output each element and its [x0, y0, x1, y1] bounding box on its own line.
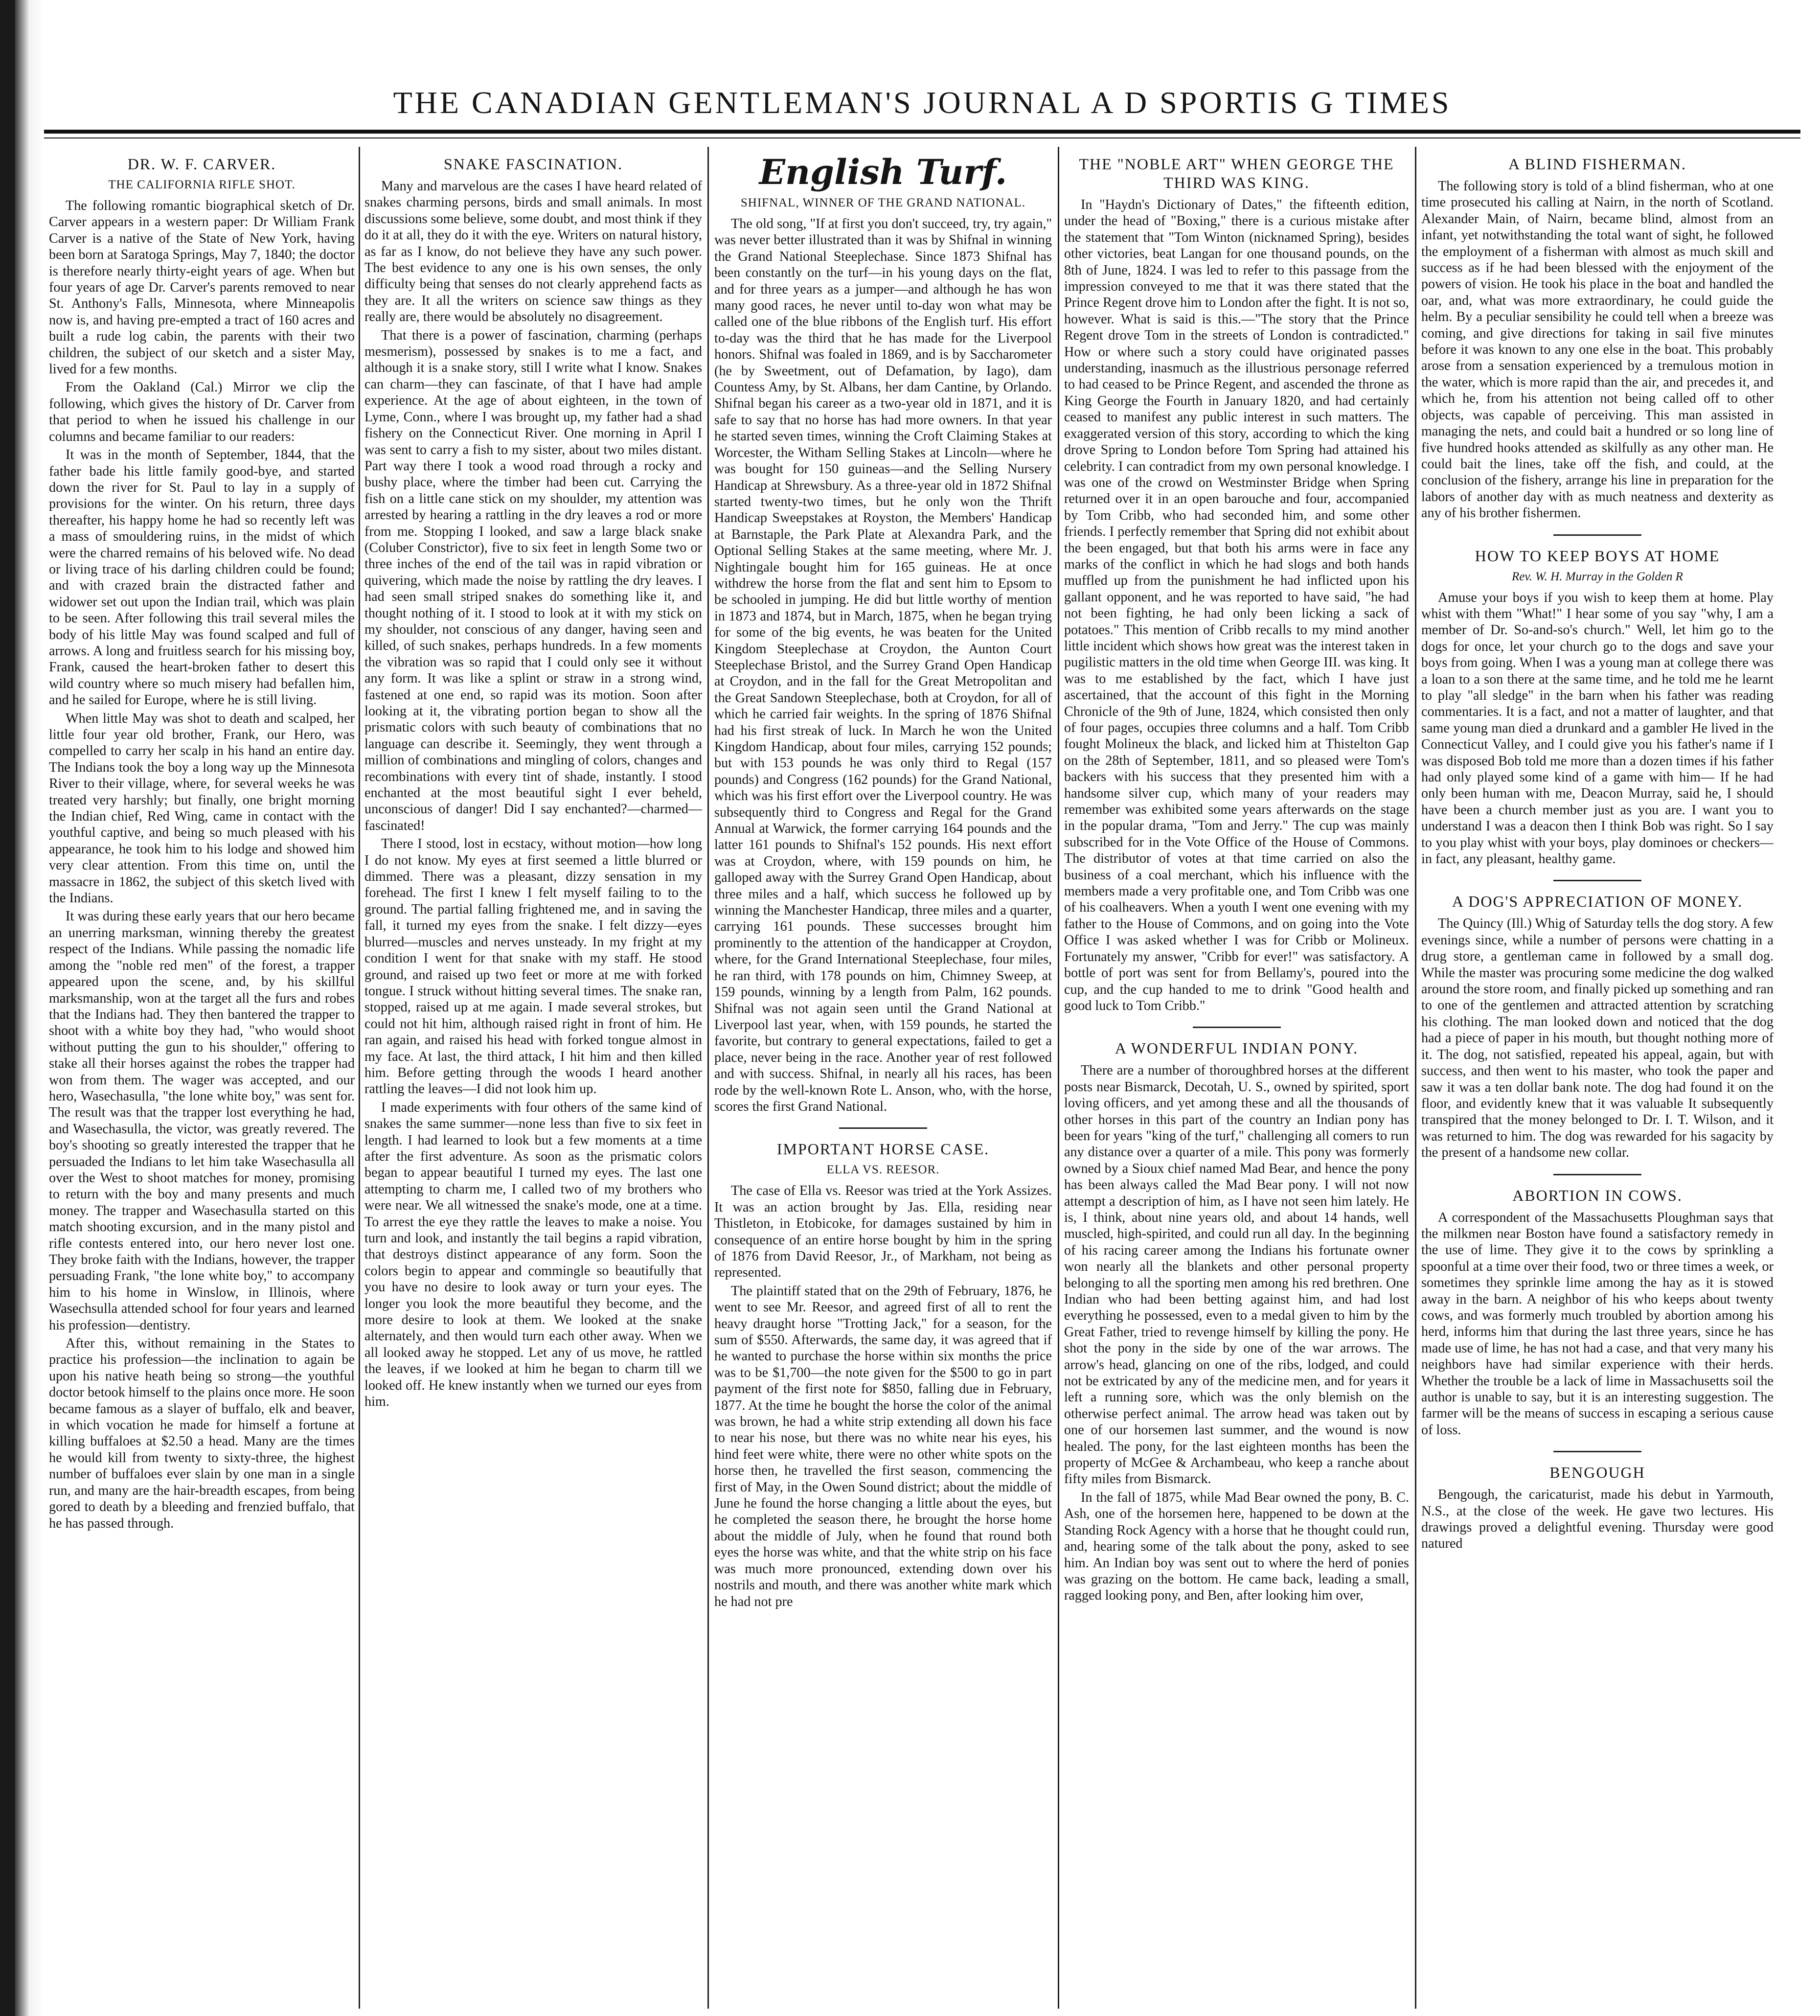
article-divider [1553, 880, 1641, 881]
article-subheading: ELLA VS. REESOR. [826, 1163, 940, 1177]
article-divider [839, 1127, 927, 1129]
masthead-rule-thin [44, 137, 1800, 138]
paragraph: From the Oakland (Cal.) Mirror we clip the following, which gives the history of Dr. Carver from that period to when he issued his challenge in our columns and became familiar to our readers: [49, 380, 355, 444]
paragraph: The Quincy (Ill.) Whig of Saturday tells the dog story. A few evenings since, while a number of persons were chatting in a drug store, a gentleman came in followed by a small dog. While the master was procuring some medicine the dog walked around the store room, and finally picked up something and ran to one of the gentlemen and attracted attention by scratching his clothing. The man looked down and noticed that the dog had a piece of paper in his mouth, but thought nothing more of it. The dog, not satisfied, repeated his appeal, again, but with success, and then went to his master, who took the paper and saw it was a ten dollar bank note. The dog had found it on the floor, and evidently knew that it was valuable It subsequently transpired that the money belonged to Dr. I. T. Wilson, and it was returned to him. The dog was rewarded for his sagacity by the present of a handsome new collar. [1421, 916, 1774, 1161]
masthead-rule [44, 130, 1800, 134]
paragraph: The plaintiff stated that on the 29th of February, 1876, he went to see Mr. Reesor, and agreed first of all to rent the heavy draught horse "Trotting Jack," for a season, for the sum of $550. Afterwards, the same day, it was agreed that if he wanted to purchase the horse within six months the price was to be $1,700—the note given for the $500 to go in part payment of the first note for $850, falling due in February, 1877. At the time he bought the horse the color of the animal was brown, he had a white strip extending all down his face to near his nose, but there was no white near his eyes, his hind feet were white, there were no other white spots on the horse then, he travelled the first season, commencing the first of May, in the Owen Sound district; about the middle of June he found the horse changing a little about the eyes, but he completed the season there, he brought the horse home about the middle of July, when he found that round both eyes the horse was white, and that the white strip on his face was much more pronounced, extending down over his nostrils and mouth, and there was another white mark which he had not pre [714, 1283, 1052, 1609]
page-binding-edge [0, 0, 44, 2016]
paragraph: The old song, "If at first you don't succeed, try, try again," was never better illustrated than it was by Shifnal in winning the Grand National Steeplechase. Since 1873 Shifnal has been constantly on the turf—in his young days on the flat, and for three years as a jumper—and although he has won many good races, he never until to-day won what may be called one of the blue ribbons of the English turf. His effort to-day was the third that he has made for the Liverpool honors. Shifnal was foaled in 1869, and is by Saccharometer (he by Sweetment, out of Defamation, by Iago), dam Countess Amy, by St. Albans, her dam Cantine, by Orlando. Shifnal began his career as a two-year old in 1871, and it is safe to say that no horse has had more owners. In that year he started seven times, winning the Croft Claiming Stakes at Worcester, the Witham Selling Stakes at Lincoln—where he was bought for 150 guineas—and the Selling Nursery Handicap at Shrewsbury. As a three-year old in 1872 Shifnal started twenty-two times, but he only won the Thrift Handicap Sweepstakes at Royston, the Members' Handicap at Barnstaple, the Park Plate at Alexandra Park, and the Optional Selling Stakes at the same meeting, where Mr. J. Nightingale bought him for 165 guineas. He at once withdrew the horse from the flat and sent him to Epsom to be schooled in jumping. He did but little worthy of mention in 1873 and 1874, but in March, 1875, when he began trying for some of the big events, he was beaten for the United Kingdom Steeplechase at Croydon, the Aunton Court Steeplechase Bristol, and the Surrey Grand Open Handicap at Croydon, and in the fall for the Great Metropolitan and the Great Sandown Steeplechase, both at Croydon, for all of which he carried fair weights. In the spring of 1876 Shifnal had his first streak of luck. In March he won the United Kingdom Handicap, about four miles, carrying 152 pounds; but with 153 pounds he was only third to Regal (157 pounds) and Congress (162 pounds) for the Grand National, which was his first effort over the Liverpool country. He was subsequently third to Congress and Regal for the Grand Annual at Warwick, the former carrying 164 pounds and the latter 161 pounds to Shifnal's 152 pounds. His next effort was at Croydon, where, with 159 pounds on him, he galloped away with the Surrey Grand Open Handicap, about three miles and a half, which success he followed up by winning the Manchester Handicap, three miles and a quarter, carrying 161 pounds. These successes brought him prominently to the attention of the handicapper at Croydon, where, for the Grand International Steeplechase, four miles, he ran third, with 178 pounds on him, Chimney Sweep, at 159 pounds, winning by a length from Palm, 162 pounds. Shifnal was not again seen until the Grand National at Liverpool last year, when, with 159 pounds, he started the favorite, but contrary to general expectations, failed to get a place, never being in the race. Another year of rest followed and with success. Shifnal, in nearly all his races, has been rode by the well-known Rote L. Anson, who, with the horse, scores the first Grand National. [714, 216, 1052, 1114]
article-heading: BENGOUGH [1549, 1464, 1645, 1482]
column-4 [1064, 147, 1409, 2009]
paragraph: In the fall of 1875, while Mad Bear owned the pony, B. C. Ash, one of the horsemen here, happened to be down at the Standing Rock Agency with a horse that he thought could run, and, hearing some of the talk about the pony, asked to see him. An Indian boy was sent out to where the herd of ponies was grazing on the bottom. He came back, leading a small, ragged looking pony, and Ben, after looking him over, [1064, 1489, 1409, 1604]
paragraph: There I stood, lost in ecstacy, without motion—how long I do not know. My eyes at first seemed a little blurred or dimmed. There was a pleasant, dizzy sensation in my forehead. The first I knew I felt myself failing to to the ground. The partial falling frightened me, and in saving the fall, it turned my eyes from the snake. I felt dizzy—eyes blurred—muscles and nerves unsteady. In my fright at my condition I went for that snake with my staff. He stood ground, and raised up two feet or more at me with forked tongue. I struck without hitting several times. The snake ran, stopped, raised up at me again. I made several strokes, but could not hit him, although raised right in front of him. He ran again, and raised his head with forked tongue almost in my face. At last, the third attack, I hit him and then killed him. Before getting through the woods I heard another rattling the leaves—I did not look him up. [364, 836, 702, 1097]
article-heading: A DOG'S APPRECIATION OF MONEY. [1452, 893, 1743, 911]
article-subheading: SHIFNAL, WINNER OF THE GRAND NATIONAL. [740, 196, 1026, 209]
column-divider [1058, 147, 1059, 2009]
paragraph: Bengough, the caricaturist, made his debut in Yarmouth, N.S., at the close of the week. He gave two lectures. His drawings proved a delightful evening. Thursday were good natured [1421, 1487, 1774, 1552]
masthead: THE CANADIAN GENTLEMAN'S JOURNAL A D SPORTIS G TIMES [393, 85, 1452, 120]
paragraph: It was during these early years that our hero became an unerring marksman, winning thereby the greatest respect of the Indians. While passing the nomadic life among the "noble red men" of the forest, a trapper appeared upon the scene, and, by his skillful marksmanship, won at the target all the furs and robes that the Indians had. They then bantered the trapper to shoot with a white boy they had, "who would shoot without putting the gun to his shoulder," offering to stake all their horses against the robes the trapper had won from them. The wager was accepted, and our hero, Wasechasulla, "the lone white boy," was sent for. The result was that the trapper lost everything he had, and Wasechasulla, the victor, was greatly revered. The boy's shooting so greatly interested the trapper that he persuaded the Indians to let him take Wasechasulla all over the West to shoot matches for money, promising to return with the boy and many presents and much money. The trapper and Wasechasulla started on this match shooting excursion, and in the many pistol and rifle contests entered into, our hero never lost one. They broke faith with the Indians, however, the trapper persuading Frank, "the lone white boy," to accompany him to his home in Winslow, in Illinois, where Wasechsulla attended school for four years and learned his profession—dentistry. [49, 909, 355, 1333]
paragraph: When little May was shot to death and scalped, her little four year old brother, Frank, our Hero, was compelled to carry her scalp in his hand an entire day. The Indians took the boy a long way up the Minnesota River to their village, where, for several weeks he was treated very harshly; but finally, one bright morning the Indian chief, Red Wing, came in contact with the youthful captive, and being so much pleased with his appearance, he took him to his lodge and showed him very clear attention. From this time on, until the massacre in 1862, the subject of this sketch lived with the Indians. [49, 710, 355, 906]
paragraph: The following story is told of a blind fisherman, who at one time prosecuted his calling at Nairn, in the north of Scotland. Alexander Main, of Nairn, became blind, almost from an infant, yet notwithstanding the total want of sight, he followed the employment of a fisherman with almost as much skill and success as if he had been blessed with the enjoyment of the powers of vision. He took his place in the boat and handled the oar, and, what was more extraordinary, he could guide the helm. By a peculiar sensibility he could tell when a breeze was coming, and give directions for taking in sail five minutes before it was known to any one else in the boat. This probably arose from a sensation experienced by a tremulous motion in the water, which is more rapid than the air, and precedes it, and which he, from his attention not being called off to other objects, was capable of perceiving. This man assisted in managing the nets, and could bait a hundred or so long line of five hundred hooks attended as skilfully as any other man. He could bait the lines, take off the fish, and could, at the conclusion of the fishery, arrange his line in preparation for the labors of another day with as much neatness and dexterity as any of his brother fishermen. [1421, 179, 1774, 521]
article-divider [1193, 1027, 1281, 1028]
article-heading: A WONDERFUL INDIAN PONY. [1115, 1039, 1359, 1057]
paragraph: That there is a power of fascination, charming (perhaps mesmerism), possessed by snakes is to me a fact, and although it is a snake story, still I write what I know. Snakes can charm—they can fascinate, of that I have had ample experience. At the age of about eighteen, in the town of Lyme, Conn., where I was brought up, my father had a shad fishery on the Connecticut River. One morning in April I was sent to carry a fish to my sister, about two miles distant. Part way there I took a wood road through a rocky and bushy place, where the timber had been cut. Carrying the fish on a little cane stick on my shoulder, my attention was arrested by hearing a rattling in the dry leaves a rod or more from me. Stopping I looked, and saw a large black snake (Coluber Constrictor), five to six feet in length Some two or three inches of the end of the tail was in rapid vibration or quivering, which made the noise by rattling the dry leaves. I had seen small striped snakes do something like it, and thought nothing of it. I stood to look at it with my stick on my shoulder, not conscious of any danger, having seen and killed, of such snakes, perhaps hundreds. In a few moments the vibration was so rapid that I could only see it without any form. It was like a splint or straw in a strong wind, fastened at one end, so rapid was its motion. Soon after looking at it, the vibrating portion began to show all the prismatic colors with such beauty of combinations that no language can describe it. Seemingly, they went through a million of combinations and mingling of colors, changes and recombinations with every tint of shade, instantly. I stood enchanted at the most beautiful sight I ever beheld, unconscious of danger! Did I say enchanted?—charmed—fascinated! [364, 327, 702, 833]
paragraph: Amuse your boys if you wish to keep them at home. Play whist with them "What!" I hear some of you say "why, I am a member of Dr. So-and-so's church." Well, let him go to the dogs for once, let your church go to the dogs and save your boys from going. When I was a young man at college there was a loan to a son there at the same time, and he told me he learnt to play "all sledge" in the barn when his father was reading commentaries. It is a fact, and not a matter of laughter, and that same young man died a drunkard and a gambler He lived in the Connecticut Valley, and I could give you his father's name if I was disposed Bob told me more than a dozen times if his father had only played some kind of a game with him— If he had only been human with me, Deacon Murray, said he, I should have been a church member just as you are. I want you to understand I was a deacon then I think Bob was right. So I say to you play whist with your boys, play dominoes or checkers—in fact, any pleasant, healthy game. [1421, 590, 1774, 867]
paragraph: I made experiments with four others of the same kind of snakes the same summer—none less than five to six feet in length. I had learned to look but a few moments at a time after the first adventure. As soon as the prismatic colors began to appear beautiful I turned my eyes. The last one attempting to charm me, I called two of my brothers who were near. We all witnessed the snake's mode, one at a time. To arrest the eye they rattle the leaves to make a noise. You turn and look, and instantly the tail begins a rapid vibration, that destroys distinct appearance of any form. Soon the colors begin to appear and commingle so beautifully that you have no desire to look away or turn your eyes. The longer you look the more beautiful they become, and the more desire to look at them. We looked at the snake alternately, and then would turn each other away. When we all looked away he stopped. Let any of us move, he rattled the leaves, if we looked at him he began to charm till we looked off. He knew instantly when we turned our eyes from him. [364, 1100, 702, 1410]
column-1 [49, 147, 355, 2009]
column-divider [1415, 147, 1416, 2009]
column-divider [359, 147, 360, 2009]
paragraph: The case of Ella vs. Reesor was tried at the York Assizes. It was an action brought by Jas. Ella, residing near Thistleton, in Etobicoke, for damages sustained by him in consequence of an entire horse bought by him in the spring of 1876 from David Reesor, Jr., of Markham, not being as represented. [714, 1183, 1052, 1281]
paragraph: Many and marvelous are the cases I have heard related of snakes charming persons, birds and small animals. In most discussions some believe, some doubt, and most think if they do it at all, they do it with the eye. Writers on natural history, as far as I know, do not believe they have any such power. The best evidence to any one is his own senses, the only difficulty being that senses do not clearly apprehend facts as they are. It all the writers on science saw things as they really are, there would be absolutely no disagreement. [364, 179, 702, 325]
article-heading: IMPORTANT HORSE CASE. [776, 1140, 990, 1158]
paragraph: A correspondent of the Massachusetts Ploughman says that the milkmen near Boston have found a satisfactory remedy in the use of lime. They give it to the cows by sprinkling a spoonful at a time over their food, two or three times a week, or sometimes they sprinkle lime among the hay as it is stowed away in the barn. A neighbor of his who keeps about twenty cows, and was formerly much troubled by abortion among his herd, informs him that during the last three years, since he has made use of lime, he has not had a case, and that very many his neighbors have had similar experience with their herds. Whether the trouble be a lack of lime in Massachusetts soil the author is unable to say, but it is an interesting suggestion. The farmer will be the means of success in escaping a serious cause of loss. [1421, 1210, 1774, 1438]
paragraph: The following romantic biographical sketch of Dr. Carver appears in a western paper: Dr William Frank Carver is a native of the State of New York, having been born at Saratoga Springs, May 7, 1840; the doctor is therefore nearly thirty-eight years of age. When but four years of age Dr. Carver's parents removed to near St. Anthony's Falls, Minnesota, where Minneapolis now is, and having pre-empted a tract of 160 acres and built a rude log cabin, the parents with their two children, the subject of our sketch and a sister May, lived for a few months. [49, 198, 355, 377]
article-heading: HOW TO KEEP BOYS AT HOME [1475, 547, 1720, 565]
article-divider [1553, 1174, 1641, 1175]
paragraph: After this, without remaining in the States to practice his profession—the inclination to again be upon his native heath being so strong—the youthful doctor betook himself to the plains once more. He soon became famous as a slayer of buffalo, elk and beaver, in which vocation he made for himself a fortune at killing buffaloes at $2.50 a head. Many are the times he would kill from twenty to sixty-three, the highest number of buffaloes ever slain by one man in a single run, and many are the hair-breadth escapes, from being gored to death by a bleeding and frenzied buffalo, that he has passed through. [49, 1336, 355, 1531]
column-divider [707, 147, 709, 2009]
paragraph: In "Haydn's Dictionary of Dates," the fifteenth edition, under the head of "Boxing," there is a curious mistake after the statement that "Tom Winton (nicknamed Spring), besides other victories, beat Langan for one thousand pounds, on the 8th of June, 1824. I was led to refer to this passage from the impression conveyed to me that it was there stated that the Prince Regent drove him to London after the fight. It is not so, however. What is said is this.—"The story that the Prince Regent drove Tom in the streets of London is contradicted." How or where such a story could have originated passes understanding, inasmuch as the illustrious personage referred to had ceased to be Prince Regent, and ascended the throne as King George the Fourth in January 1820, and had certainly ceased to manifest any public interest in such matters. The exaggerated version of this story, according to which the king drove Spring to London before Tom Spring had attained his celebrity. I can contradict from my own personal knowledge. I was one of the crowd on Westminster Bridge when Spring returned over it in an open barouche and four, accompanied by Tom Cribb, who had seconded him, and some other friends. I perfectly remember that Spring did not exhibit about the been engaged, but that both his arms were in face any marks of the conflict in which he had slogs and both hands muffled up from the punishment he had inflicted upon his gallant opponent, and he was reported to have said, "he had not been fighting, he had only been licking a sack of potatoes." This mention of Cribb recalls to my mind another little incident which shows how great was the interest taken in pugilistic matters in the old time when George III. was king. It was to me established by the fact, which I have just ascertained, that the account of this fight in the Morning Chronicle of the 9th of June, 1824, which consisted then only of four pages, occupies three columns and a half. Tom Cribb fought Molineux the black, and licked him at Thistelton Gap on the 28th of September, 1811, and so pleased were Tom's backers with his success that they presented him with a handsome silver cup, which many of your readers may remember was exhibited some years afterwards on the stage in the popular drama, "Tom and Jerry." The cup was mainly subscribed for in the Vote Office of the House of Commons. The distributor of votes at that time carried on also the business of a coal merchant, which his influence with the members made a very profitable one, and Tom Cribb was one of his coalheavers. When a youth I went one evening with my father to the House of Commons, and on going into the Vote Office I was asked whether I was for Cribb or Molineux. Fortunately my answer, "Cribb for ever!" was satisfactory. A bottle of port was sent for from Bellamy's, poured into the cup, and the cup handed to me to drink "Good health and good luck to Tom Cribb." [1064, 197, 1409, 1013]
article-byline: Rev. W. H. Murray in the Golden R [1512, 570, 1683, 583]
article-heading: THE "NOBLE ART" WHEN GEORGE THE THIRD WAS KING. [1079, 155, 1394, 191]
column-5 [1421, 147, 1774, 2009]
article-divider [1553, 534, 1641, 536]
paragraph: It was in the month of September, 1844, that the father bade his little family good-bye, and started down the river for St. Paul to lay in a supply of provisions for the winter. On his return, three days thereafter, his happy home he had so recently left was a mass of smouldering ruins, in the midst of which were the charred remains of his beloved wife. No dead or living trace of his darling children could be found; and with crazed brain the distracted father and widower set out upon the Indian trail, which was plain to be seen. After following this trail several miles the body of his little May was found scalped and full of arrows. A long and fruitless search for his missing boy, Frank, caused the heart-broken father to desert this wild country where so much misery had befallen him, and he sailed for Europe, where he is still living. [49, 447, 355, 708]
column-2 [364, 147, 702, 2009]
paragraph: There are a number of thoroughbred horses at the different posts near Bismarck, Decotah, U. S., owned by spirited, sport loving officers, and yet among these and all the thousands of other horses in this part of the country an Indian pony has been for years "king of the turf," challenging all comers to run any distance over a quarter of a mile. This pony was formerly owned by a Sioux chief named Mad Bear, and hence the pony has been always called the Mad Bear pony. I will not now attempt a description of him, as I have not seen him lately. He is, I think, about nine years old, and about 14 hands, well muscled, high-spirited, and could run all day. In the beginning of his racing career among the Indians his fortunate owner won nearly all the blankets and other personal property belonging to all the sporting men among his red brethren. One Indian who had been betting against him, and had lost everything he possessed, even to a medal given to him by the Great Father, tried to revenge himself by killing the pony. He shot the pony in the side by one of the war arrows. The arrow's head, glancing on one of the ribs, lodged, and could not be extricated by any of the medicine men, and for years it left a running sore, which was the only blemish on the otherwise perfect animal. The arrow head was taken out by one of our horsemen last summer, and the wound is now healed. The pony, for the last eighteen months has been the property of McGee & Archambeau, who keep a ranche about fifty miles from Bismarck. [1064, 1063, 1409, 1487]
article-heading: A BLIND FISHERMAN. [1508, 155, 1687, 173]
article-divider [1553, 1451, 1641, 1452]
section-title: English Turf. [759, 152, 1007, 192]
article-heading: SNAKE FASCINATION. [443, 155, 623, 173]
article-heading: ABORTION IN COWS. [1512, 1186, 1683, 1204]
column-3 [714, 147, 1052, 2009]
article-heading: DR. W. F. CARVER. [127, 155, 276, 173]
article-subheading: THE CALIFORNIA RIFLE SHOT. [108, 178, 296, 191]
